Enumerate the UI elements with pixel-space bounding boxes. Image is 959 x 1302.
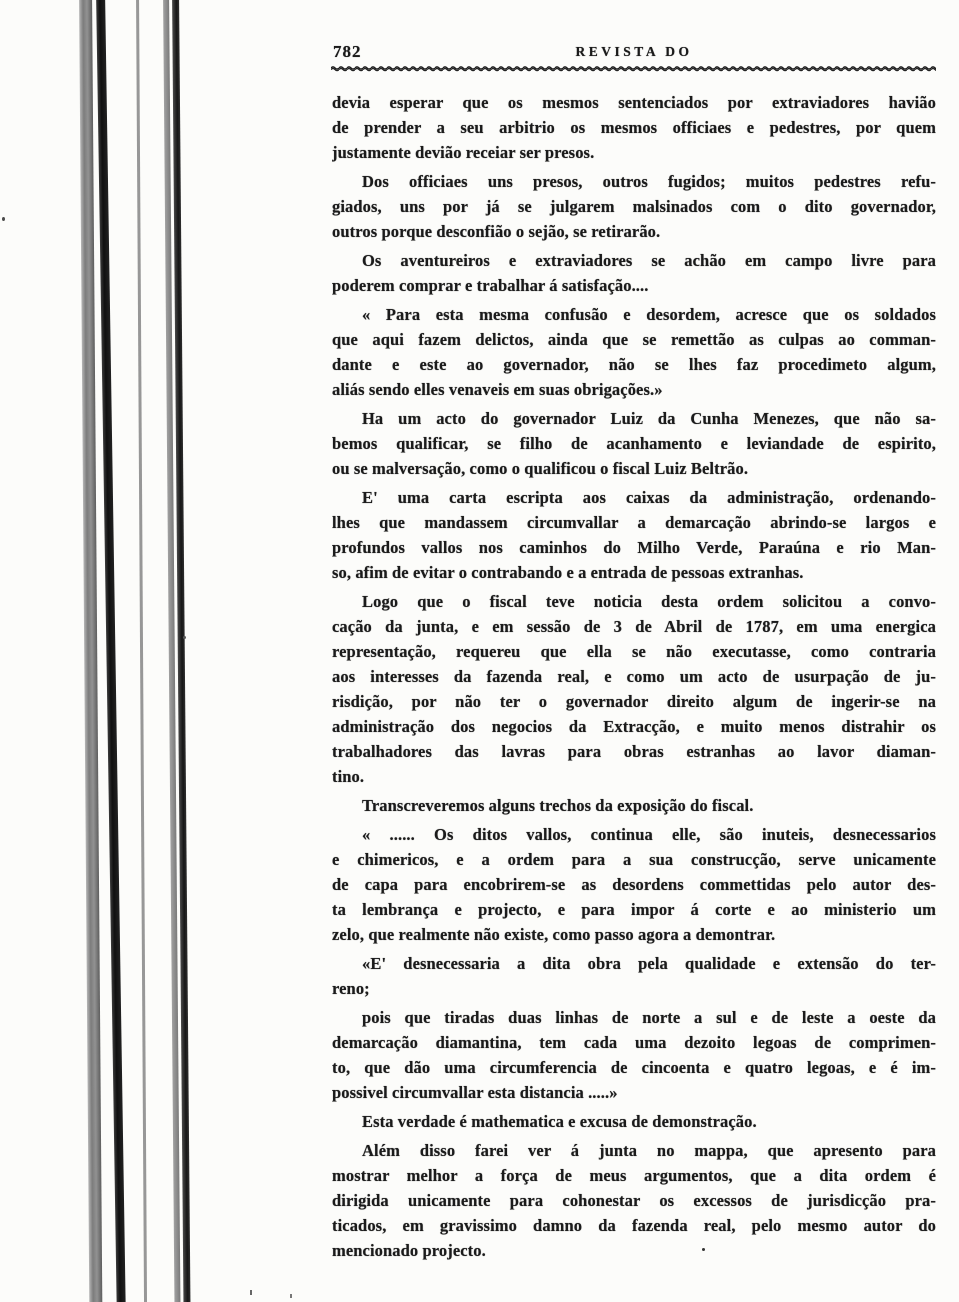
text-line: lhes que mandassem circumvallar a demarcação abrindo-se largos e	[332, 513, 936, 532]
paragraph	[332, 822, 936, 947]
text-line: ticados, em gravissimo damno da fazenda real, pelo mesmo autor do	[332, 1216, 936, 1235]
text-line: bemos qualificar, se filho de acanhamento e leviandade de espirito,	[332, 434, 936, 453]
paragraph	[332, 951, 936, 1001]
text-line: outros porque desconfião o sejão, se retirarão.	[332, 222, 661, 241]
binding-line	[136, 0, 147, 1302]
text-line: dirigida unicamente para cohonestar os excessos de jurisdicção pra-	[332, 1191, 936, 1210]
text-line: reno;	[332, 979, 370, 998]
text-line: devia esperar que os mesmos sentenciados por extraviadores havião	[332, 93, 936, 112]
text-line: Esta verdade é mathematica e excusa de demonstração.	[362, 1112, 757, 1131]
text-line: Dos officiaes uns presos, outros fugidos; muitos pedestres refu-	[362, 172, 936, 191]
text-line: E' uma carta escripta aos caixas da administração, ordenando-	[362, 488, 936, 507]
text-line: profundos vallos nos caminhos do Milho Verde, Paraúna e rio Man-	[332, 538, 936, 557]
text-column	[332, 90, 936, 1267]
paragraph	[332, 302, 936, 402]
text-line: risdição, por não ter o governador direito algum de ingerir-se na	[332, 692, 936, 711]
text-line: Ha um acto do governador Luiz da Cunha Menezes, que não sa-	[362, 409, 936, 428]
paragraph	[332, 1109, 936, 1134]
ink-speck	[2, 217, 5, 221]
text-line: poderem comprar e trabalhar á satisfação....	[332, 276, 649, 295]
text-line: Logo que o fiscal teve noticia desta ordem solicitou a convo-	[362, 592, 936, 611]
text-line: cação da junta, e em sessão de 3 de Abril de 1787, em uma energica	[332, 617, 936, 636]
text-line: Transcreveremos alguns trechos da exposição do fiscal.	[362, 796, 754, 815]
text-line: ta lembrança e projecto, e para impor á corte e ao ministerio um	[332, 900, 936, 919]
text-line: pois que tiradas duas linhas de norte a sul e de leste a oeste da	[362, 1008, 936, 1027]
text-line: administração dos negocios da Extracção, e muito menos distrahir os	[332, 717, 936, 736]
paragraph	[332, 1138, 936, 1263]
text-line: representação, requereu que ella se não executasse, como contraria	[332, 642, 936, 661]
page-number: 782	[333, 42, 362, 61]
paragraph	[332, 589, 936, 789]
running-title: REVISTA DO	[575, 44, 693, 59]
ink-speck	[183, 636, 186, 639]
paragraph	[332, 248, 936, 298]
text-line: trabalhadores das lavras para obras estranhas ao lavor diaman-	[332, 742, 936, 761]
text-line: justamente devião receiar ser presos.	[332, 143, 595, 162]
paragraph	[332, 406, 936, 481]
text-line: possivel circumvallar esta distancia .....»	[332, 1083, 618, 1102]
paragraph	[332, 1005, 936, 1105]
text-line: Os aventureiros e extraviadores se achão em campo livre para	[362, 251, 936, 270]
text-line: to, que dão uma circumferencia de cincoenta e quatro legoas, e é im-	[332, 1058, 936, 1077]
text-line: de capa para encobrirem-se as desordens commettidas pelo autor des-	[332, 875, 936, 894]
text-line: mencionado projecto.	[332, 1241, 486, 1260]
text-line: « ...... Os ditos vallos, continua elle, são inuteis, desnecessarios	[362, 825, 936, 844]
text-line: que aqui fazem delictos, ainda que se remettão as culpas ao comman-	[332, 330, 936, 349]
text-line: mostrar melhor a força de meus argumentos, que a dita ordem é	[332, 1166, 936, 1185]
text-line: «E' desnecessaria a dita obra pela qualidade e extensão do ter-	[362, 954, 936, 973]
text-line: aliás sendo elles venaveis em suas obrigações.»	[332, 380, 663, 399]
paragraph	[332, 793, 936, 818]
paragraph	[332, 90, 936, 165]
text-line: de prender a seu arbitrio os mesmos officiaes e pedestres, por quem	[332, 118, 936, 137]
header-rule	[331, 65, 936, 72]
text-line: « Para esta mesma confusão e desordem, acresce que os soldados	[362, 305, 936, 324]
ink-speck	[250, 1290, 252, 1295]
text-line: dante e este ao governador, não se lhes faz procedimeto algum,	[332, 355, 936, 374]
text-line: so, afim de evitar o contrabando e a entrada de pessoas extranhas.	[332, 563, 804, 582]
ink-speck	[290, 1294, 292, 1298]
text-line: zelo, que realmente não existe, como passo agora a demontrar.	[332, 925, 776, 944]
text-line: giados, uns por já se julgarem malsinados com o dito governador,	[332, 197, 936, 216]
text-line: ou se malversação, como o qualificou o fiscal Luiz Beltrão.	[332, 459, 749, 478]
text-line: aos interesses da fazenda real, e como um acto de usurpação de ju-	[332, 667, 936, 686]
text-line: demarcação diamantina, tem cada uma dezoito legoas de comprimen-	[332, 1033, 936, 1052]
paragraph	[332, 169, 936, 244]
text-line: tino.	[332, 767, 365, 786]
text-line: e chimericos, e a ordem para a sua construcção, serve unicamente	[332, 850, 936, 869]
text-line: Além disso farei ver á junta no mappa, que apresento para	[362, 1141, 936, 1160]
paragraph	[332, 485, 936, 585]
